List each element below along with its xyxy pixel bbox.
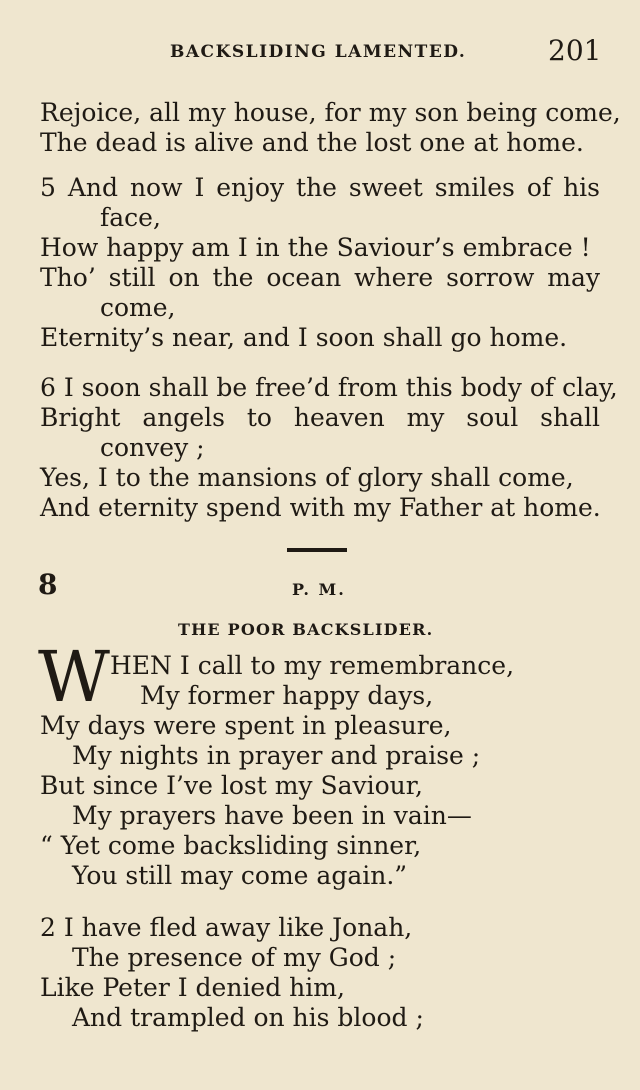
verse-line: face,	[100, 203, 161, 232]
verse-line: My nights in prayer and praise ;	[72, 741, 481, 770]
verse-line: Rejoice, all my house, for my son being come,	[40, 98, 621, 127]
verse-line: Bright angels to heaven my soul shall	[40, 403, 600, 432]
verse-line: “ Yet come backsliding sinner,	[40, 831, 422, 860]
verse-line: And trampled on his blood ;	[72, 1003, 424, 1032]
verse-line: My former happy days,	[140, 681, 434, 710]
verse-line: How happy am I in the Saviour’s embrace !	[40, 233, 591, 262]
verse-line: Eternity’s near, and I soon shall go home.	[40, 323, 568, 352]
verse-line: The dead is alive and the lost one at home.	[40, 128, 584, 157]
hymn-number: 8	[38, 568, 58, 601]
verse-line: come,	[100, 293, 176, 322]
verse-line: HEN I call to my remembrance,	[110, 651, 515, 680]
verse-line: convey ;	[100, 433, 205, 462]
verse-line: 6 I soon shall be free’d from this body of clay,	[40, 373, 618, 402]
verse-line: And eternity spend with my Father at home.	[40, 493, 601, 522]
verse-line: 2 I have fled away like Jonah,	[40, 913, 413, 942]
verse-line: My days were spent in pleasure,	[40, 711, 452, 740]
verse-line: My prayers have been in vain—	[72, 801, 472, 830]
verse-line: 5 And now I enjoy the sweet smiles of his	[40, 173, 600, 202]
drop-cap: W	[38, 636, 108, 718]
verse-line: But since I’ve lost my Saviour,	[40, 771, 423, 800]
page-number: 201	[548, 34, 602, 67]
hymn-title: THE POOR BACKSLIDER.	[178, 620, 434, 639]
verse-line: The presence of my God ;	[72, 943, 397, 972]
verse-line: You still may come again.”	[72, 861, 408, 890]
verse-line: Like Peter I denied him,	[40, 973, 345, 1002]
section-divider	[287, 548, 347, 552]
verse-line: Tho’ still on the ocean where sorrow may	[40, 263, 600, 292]
hymn-meter: P. M.	[292, 580, 346, 599]
running-title: BACKSLIDING LAMENTED.	[170, 42, 467, 62]
verse-line: Yes, I to the mansions of glory shall come,	[40, 463, 574, 492]
